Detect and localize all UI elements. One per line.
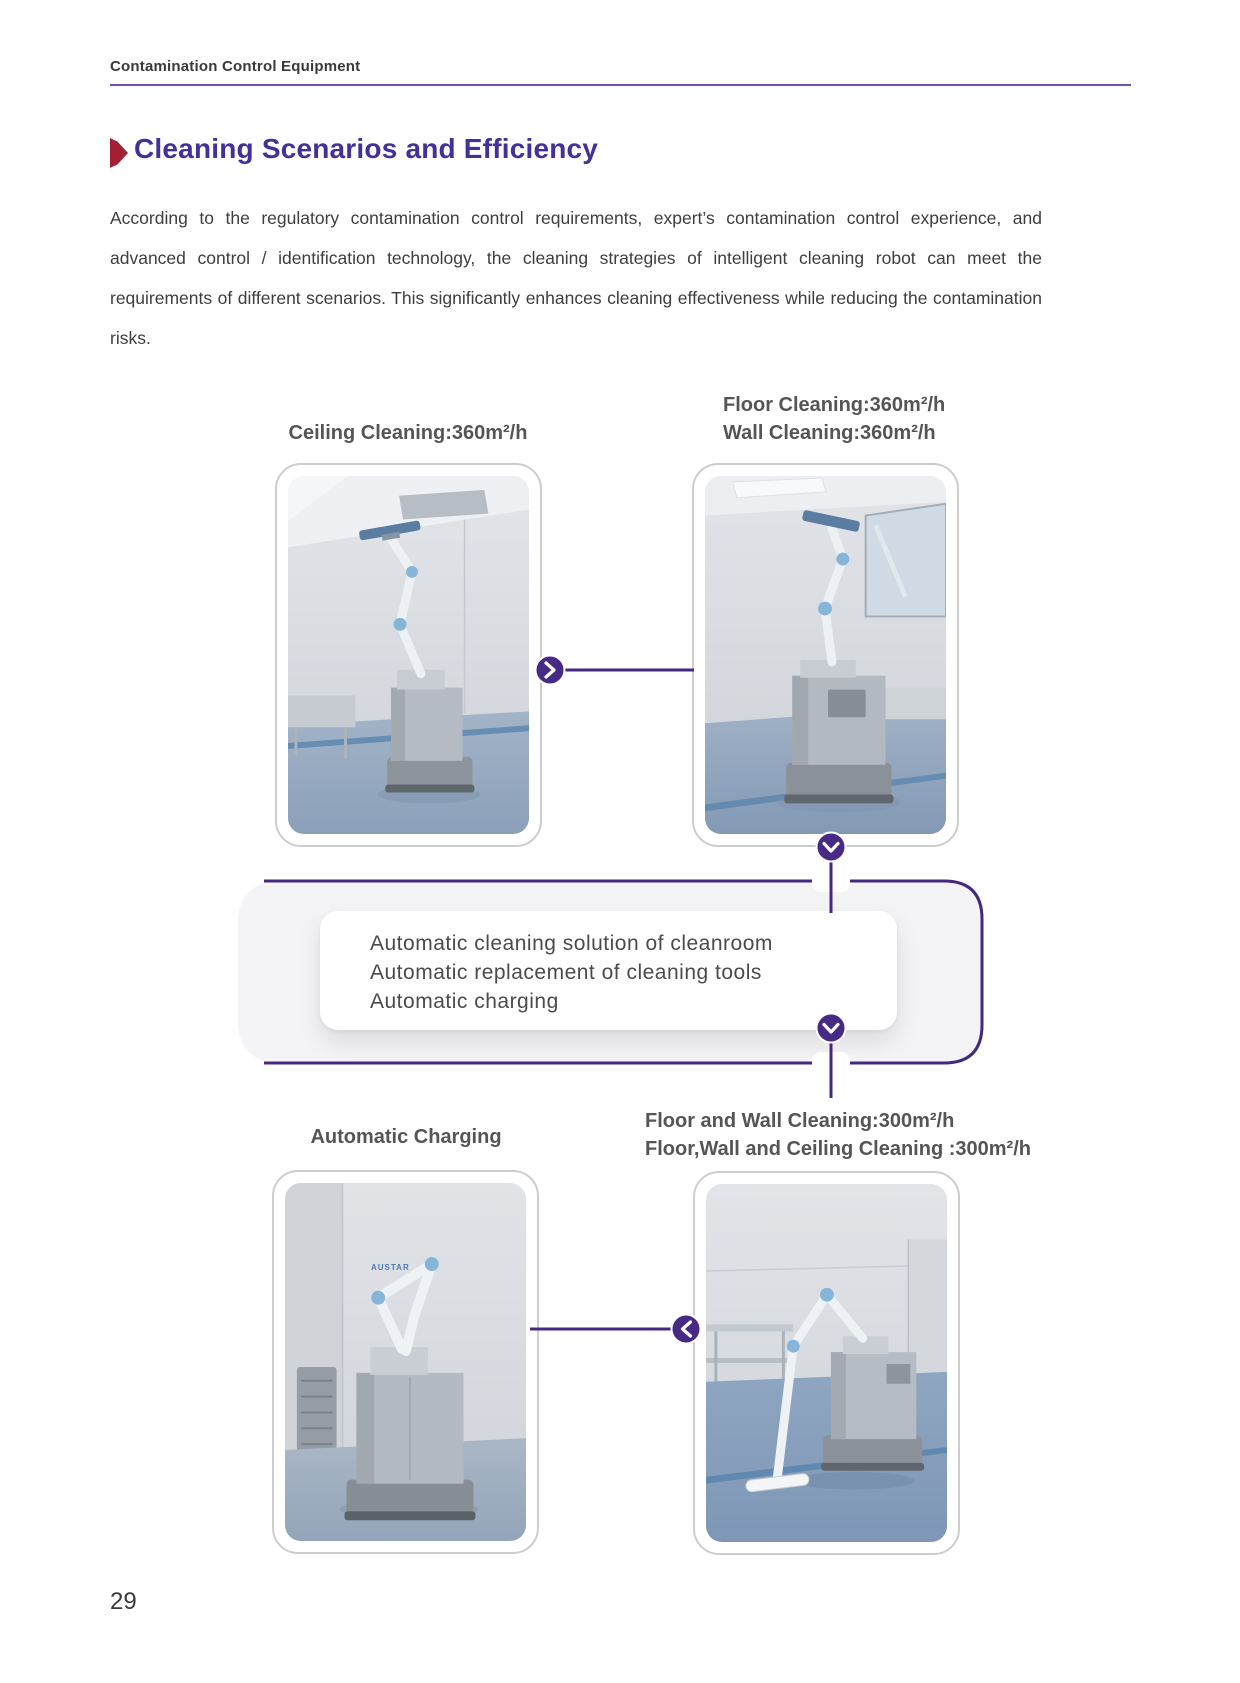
section-title: Cleaning Scenarios and Efficiency — [134, 133, 599, 164]
photo-card-floor-wall-cleaning — [692, 463, 959, 847]
machine-brand-label: AUSTAR — [371, 1263, 410, 1272]
caption-automatic-charging: Automatic Charging — [310, 1126, 502, 1148]
automatic-charging-photo — [285, 1183, 526, 1541]
solution-card — [320, 911, 897, 1030]
title-marker-icon — [110, 138, 128, 168]
photo-card-ceiling-cleaning — [275, 463, 542, 847]
photo-card-floor-wall-ceiling-cleaning — [693, 1171, 960, 1555]
page-number: 29 — [110, 1588, 137, 1615]
solution-line: Automatic cleaning solution of cleanroom — [370, 932, 773, 955]
intro-paragraph: According to the regulatory contamination control requirements, expert’s contamination control experience, and advanced control / identification technology, the cleaning strategies of intelligent cleaning robot can meet the requirements of different scenarios. This significantly enhances cleaning effectiveness while reducing the contamination risks. — [110, 208, 1042, 348]
photo-card-automatic-charging — [272, 1170, 539, 1554]
solution-line: Automatic charging — [370, 990, 559, 1013]
caption-floor-wall-cleaning: Floor Cleaning:360m²/h Wall Cleaning:360m²/h — [723, 394, 946, 444]
caption-ceiling-cleaning: Ceiling Cleaning:360m²/h — [288, 422, 528, 444]
ceiling-cleaning-photo — [288, 476, 529, 834]
solution-line: Automatic replacement of cleaning tools — [370, 961, 762, 984]
floor-wall-ceiling-cleaning-photo — [706, 1184, 947, 1542]
floor-wall-cleaning-photo — [705, 476, 946, 834]
header-rule — [110, 84, 1131, 86]
page-header-label: Contamination Control Equipment — [110, 58, 361, 75]
caption-floor-wall-ceiling-cleaning: Floor and Wall Cleaning:300m²/h Floor,Wall and Ceiling Cleaning :300m²/h — [645, 1110, 1031, 1160]
